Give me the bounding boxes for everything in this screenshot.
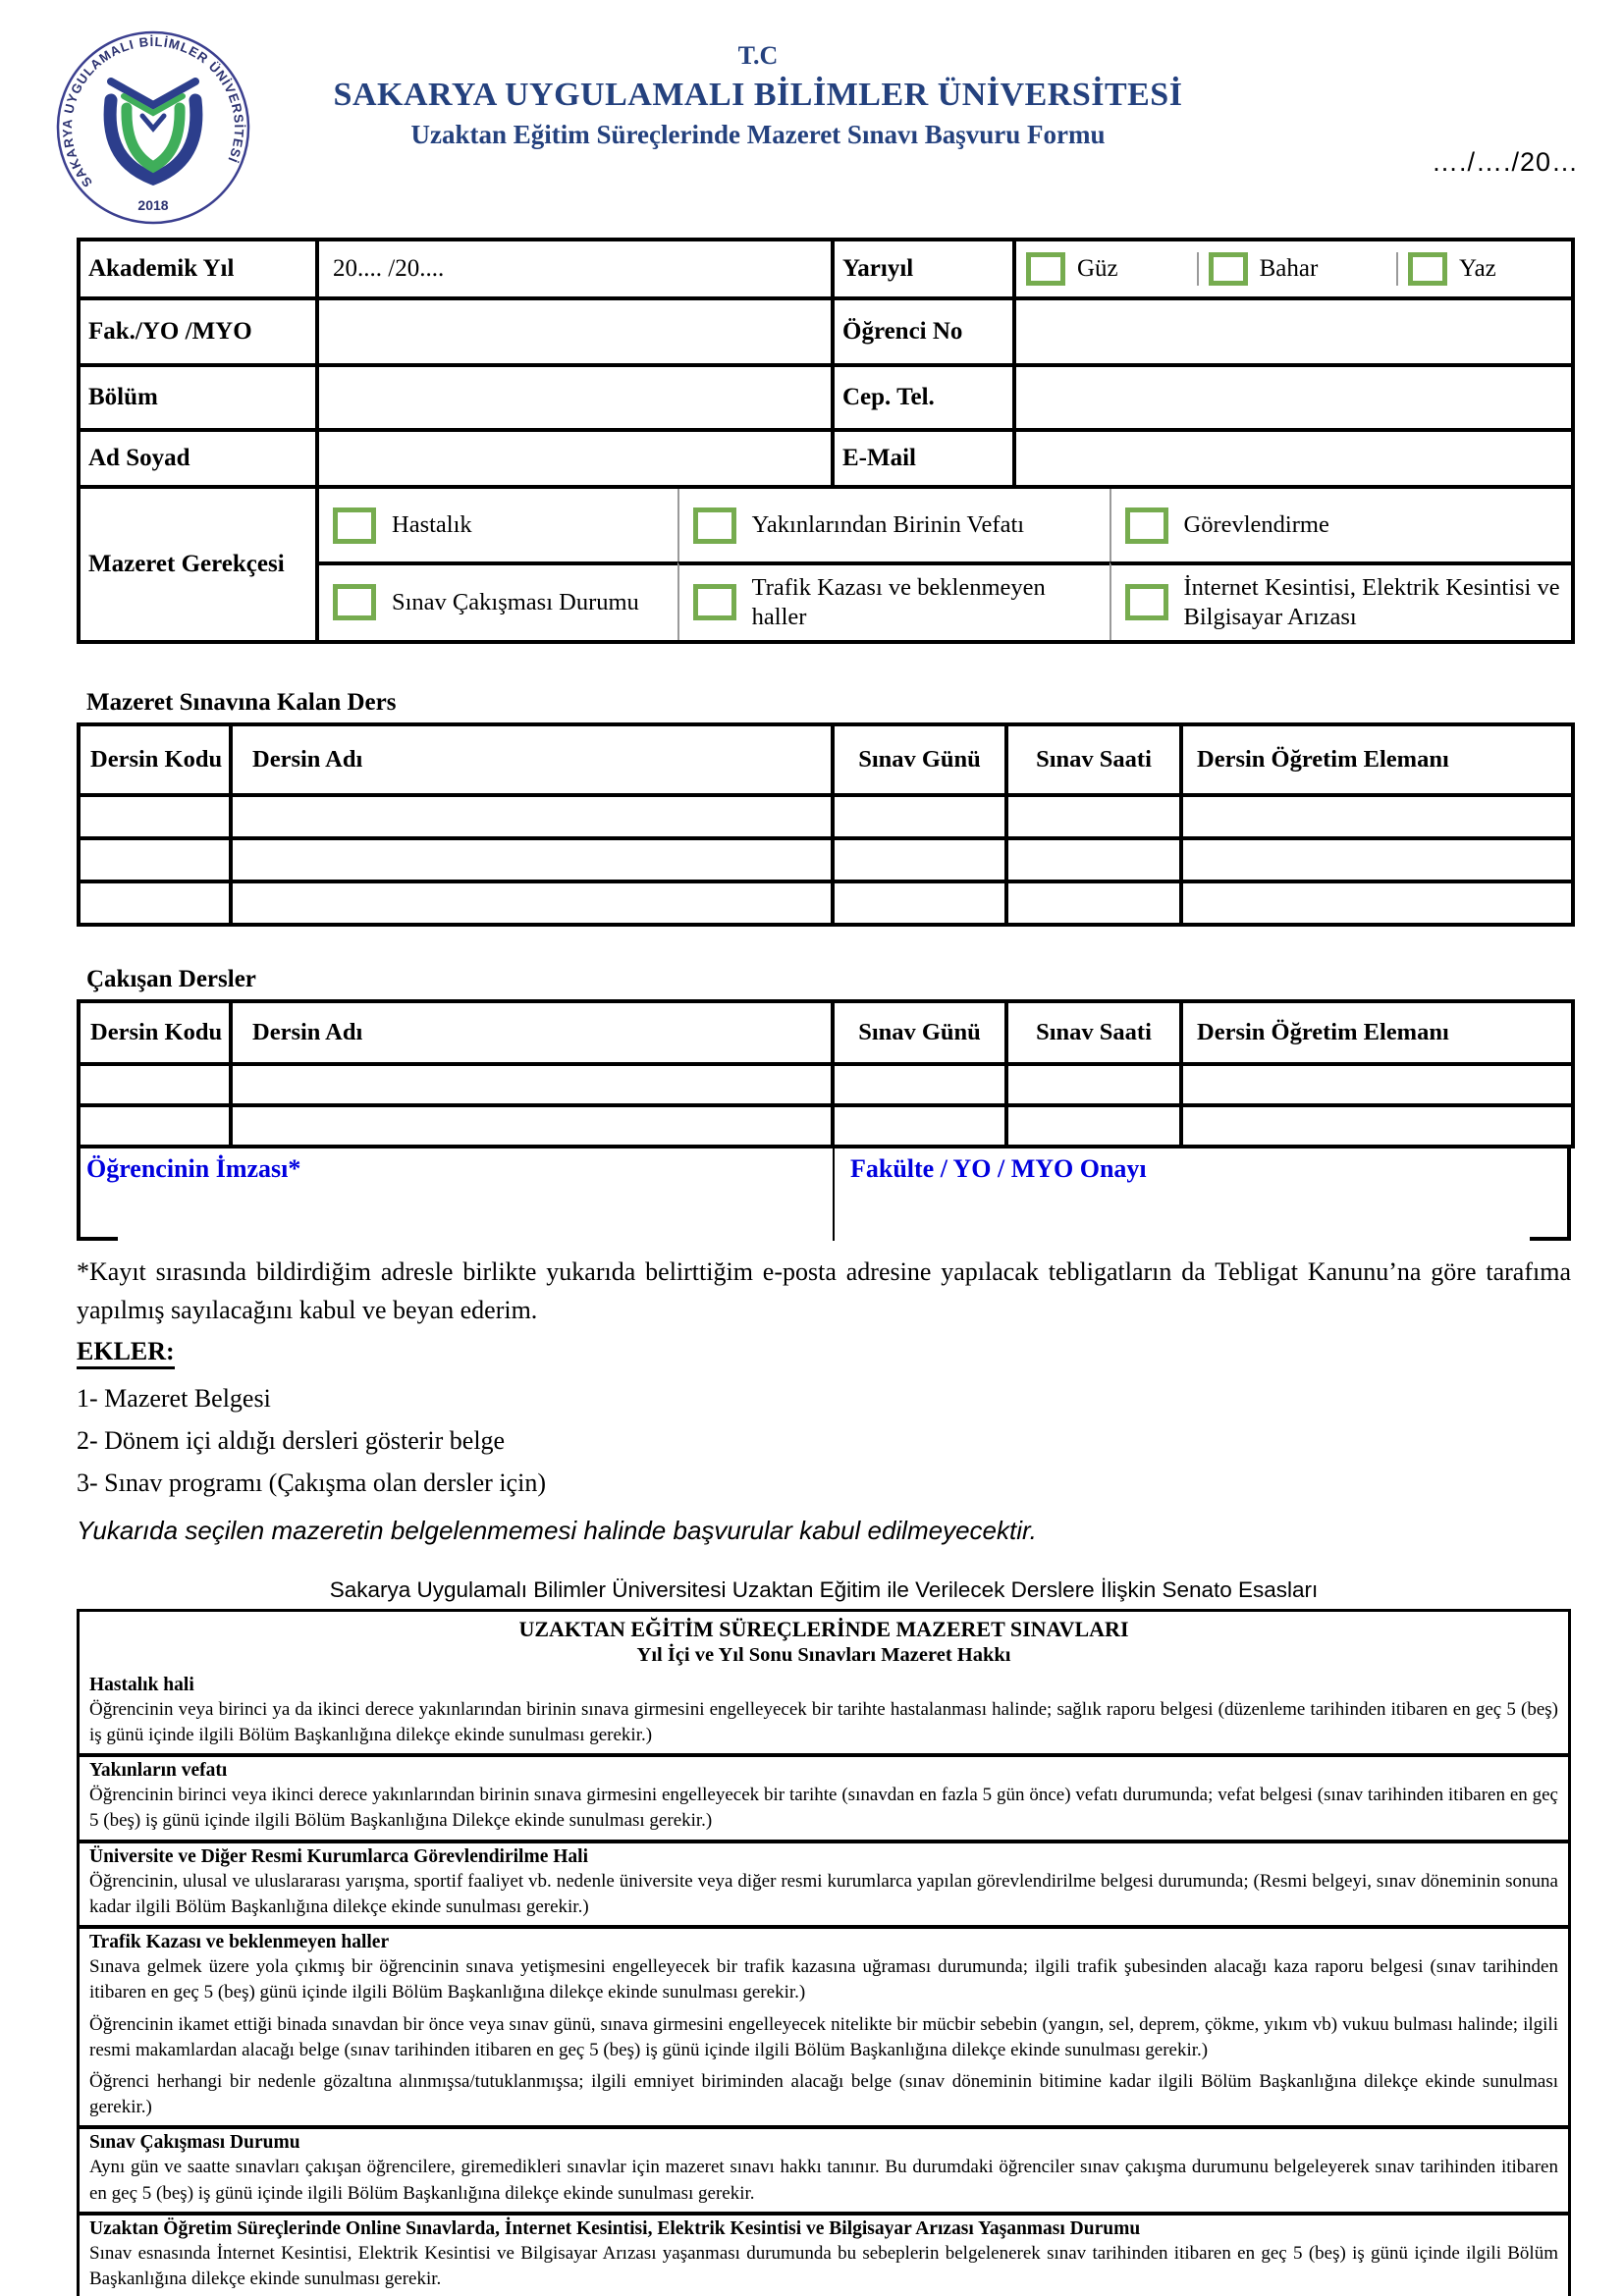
ad-soyad-label: Ad Soyad	[79, 430, 317, 487]
tc-heading: T.C	[737, 41, 779, 70]
col-sinav-gunu: Sınav Günü	[833, 724, 1006, 795]
signature-section	[77, 1148, 1571, 1241]
approval-label: Fakülte / YO / MYO Onayı	[850, 1153, 1147, 1183]
excuse-option-hastalik	[319, 489, 677, 561]
empty-cell[interactable]	[79, 881, 231, 925]
empty-cell[interactable]	[1006, 881, 1181, 925]
table-header-row	[79, 724, 1573, 795]
header	[0, 0, 1624, 238]
empty-cell[interactable]	[1181, 1064, 1573, 1105]
excuse-option-trafik	[677, 561, 1110, 640]
checkbox-kesinti[interactable]	[1125, 584, 1168, 620]
mazeret-gerekcesi-label: Mazeret Gerekçesi	[79, 487, 317, 642]
guz-label: Güz	[1077, 255, 1118, 282]
akademik-yil-field[interactable]: 20.... /20....	[317, 240, 833, 298]
rule-section-vefat	[80, 1753, 1568, 1839]
checkbox-gorevlendirme[interactable]	[1125, 507, 1168, 544]
yariyil-label: Yarıyıl	[833, 240, 1014, 298]
rule-paragraph: Aynı gün ve saatte sınavları çakışan öğrencilere, giremedikleri sınavlar için mazeret sınavı hakkı tanınır. Bu durumdaki öğrenciler sınav çakışma durumunu belgeleyerek sınav tarihinden itibaren en geç 5 (beş) iş günü içinde ilgili Bölüm Başkanlığına dilekçe ekinde sunulması gerekir.	[89, 2157, 1558, 2204]
empty-cell[interactable]	[79, 1105, 231, 1147]
senate-caption: Sakarya Uygulamalı Bilimler Üniversitesi Uzaktan Eğitim ile Verilecek Derslere İlişkin Senato Esasları	[329, 1576, 1319, 1602]
rule-heading: Hastalık hali	[89, 1674, 194, 1695]
warning-note: Yukarıda seçilen mazeretin belgelenmemesi halinde başvurular kabul edilmeyecektir.	[77, 1515, 1037, 1545]
university-logo	[55, 29, 251, 226]
bolum-label: Bölüm	[79, 365, 317, 430]
col-sinav-saati: Sınav Saati	[1006, 724, 1181, 795]
ogrenci-no-label: Öğrenci No	[833, 298, 1014, 365]
empty-cell[interactable]	[1181, 795, 1573, 838]
rule-paragraph: Sınav esnasında İnternet Kesintisi, Elektrik Kesintisi ve Bilgisayar Arızası yaşanması durumunda bu sebeplerin belgelenerek sınav tarihinden itibaren en geç 5 (beş) iş günü içinde ilgili Bölüm Başkanlığına dilekçe ekinde sunulması gerekir.	[89, 2242, 1558, 2290]
cep-tel-label: Cep. Tel.	[833, 365, 1014, 430]
table-row	[79, 1105, 1573, 1147]
sinav-cakismasi-label: Sınav Çakışması Durumu	[392, 588, 639, 615]
col-sinav-gunu: Sınav Günü	[833, 1001, 1006, 1064]
empty-cell[interactable]	[231, 795, 833, 838]
fakulte-field[interactable]	[317, 298, 833, 365]
excuse-options	[319, 489, 1571, 640]
rule-paragraph: Öğrencinin veya birinci ya da ikinci derece yakınlarından birinin sınava girmesini engelleyecek bir tarihte hastalanması halinde; sağlık raporu belgesi (düzenleme tarihinden itibaren en geç 5 (beş) iş günü içinde ilgili Bölüm Başkanlığına dilekçe ekinde sunulması gerekir.)	[89, 1698, 1558, 1745]
col-dersin-adi: Dersin Adı	[231, 1001, 833, 1064]
attachment-item: 3- Sınav programı (Çakışma olan dersler için)	[77, 1468, 546, 1497]
conflict-table-title: Çakışan Dersler	[86, 965, 256, 992]
student-signature-area[interactable]	[81, 1148, 835, 1241]
email-label: E-Mail	[833, 430, 1014, 487]
rule-paragraph: Öğrenci herhangi bir nedenle gözaltına alınmışsa/tutuklanmışsa; ilgili emniyet biriminden alacağı belge (sınav döneminin bitimine kadar ilgili Bölüm Başkanlığına dilekçe ekinde sunulması gerekir.)	[89, 2070, 1558, 2118]
form-title: Uzaktan Eğitim Süreçlerinde Mazeret Sınavı Başvuru Formu	[410, 120, 1106, 149]
table-row	[79, 1064, 1573, 1105]
table-row	[79, 838, 1573, 881]
col-sinav-saati: Sınav Saati	[1006, 1001, 1181, 1064]
trafik-label: Trafik Kazası ve beklenmeyen haller	[751, 574, 1046, 630]
conflict-courses-table	[77, 999, 1575, 1148]
logo-ring-text: SAKARYA UYGULAMALI BİLİMLER ÜNİVERSİTESİ	[59, 33, 247, 190]
attachment-item: 2- Dönem içi aldığı dersleri gösterir belge	[77, 1425, 506, 1455]
col-dersin-kodu: Dersin Kodu	[79, 1001, 231, 1064]
empty-cell[interactable]	[231, 1105, 833, 1147]
table-row	[79, 365, 1573, 430]
empty-cell[interactable]	[1181, 838, 1573, 881]
empty-cell[interactable]	[1181, 881, 1573, 925]
student-signature-label: Öğrencinin İmzası*	[86, 1153, 301, 1183]
makeup-table-title: Mazeret Sınavına Kalan Ders	[86, 688, 397, 716]
col-dersin-kodu: Dersin Kodu	[79, 724, 231, 795]
empty-cell[interactable]	[231, 838, 833, 881]
rule-section-cakisma	[80, 2125, 1568, 2211]
attachments-title: EKLER:	[77, 1337, 175, 1369]
rules-subtitle: Yıl İçi ve Yıl Sonu Sınavları Mazeret Hakkı	[636, 1643, 1011, 1666]
rule-section-trafik	[80, 1925, 1568, 2125]
excuse-option-kesinti	[1110, 561, 1571, 640]
form-content	[77, 238, 1571, 2296]
hastalik-label: Hastalık	[392, 511, 472, 539]
checkbox-yaz[interactable]	[1408, 252, 1447, 286]
rule-section-gorevlendirme	[80, 1840, 1568, 1925]
empty-cell[interactable]	[231, 1064, 833, 1105]
semester-option-guz	[1016, 252, 1197, 286]
empty-cell[interactable]	[833, 1105, 1006, 1147]
ad-soyad-field[interactable]	[317, 430, 833, 487]
kesinti-label: İnternet Kesintisi, Elektrik Kesintisi ve Bilgisayar Arızası	[1183, 574, 1560, 630]
checkbox-guz[interactable]	[1026, 252, 1065, 286]
student-info-table	[77, 238, 1575, 644]
rules-title: UZAKTAN EĞİTİM SÜREÇLERİNDE MAZERET SINAVLARI	[518, 1616, 1129, 1641]
email-field[interactable]	[1014, 430, 1573, 487]
cep-tel-field[interactable]	[1014, 365, 1573, 430]
rule-section-hastalik	[80, 1672, 1568, 1753]
vefat-label: Yakınlarından Birinin Vefatı	[751, 511, 1025, 539]
logo-year: 2018	[137, 197, 169, 213]
empty-cell[interactable]	[1006, 795, 1181, 838]
rule-heading: Üniversite ve Diğer Resmi Kurumlarca Görevlendirilme Hali	[89, 1845, 588, 1867]
rule-paragraph: Öğrencinin, ulusal ve uluslararası yarışma, sportif faaliyet vb. nedenle üniversite veya diğer resmi kurumlarca yapılan görevlendirilme belgesi durumunda; (Resmi belgeyi, sınav döneminin sonuna kadar ilgili Bölüm Başkanlığına dilekçe ekinde sunulması gerekir.)	[89, 1870, 1558, 1917]
empty-cell[interactable]	[833, 881, 1006, 925]
makeup-courses-table	[77, 722, 1575, 927]
rule-section-kesinti	[80, 2212, 1568, 2296]
date-field[interactable]: …./…./20…	[1431, 147, 1579, 177]
empty-cell[interactable]	[1181, 1105, 1573, 1147]
col-ogretim-elemani: Dersin Öğretim Elemanı	[1181, 1001, 1573, 1064]
table-row	[79, 240, 1573, 298]
declaration-text: *Kayıt sırasında bildirdiğim adresle birlikte yukarıda belirttiğim e-posta adresine yapılacak tebligatların da Tebligat Kanunu’na göre tarafıma yapılmış sayılacağını kabul ve beyan ederim.	[77, 1256, 1571, 1324]
checkbox-vefat[interactable]	[693, 507, 736, 544]
empty-cell[interactable]	[1006, 1064, 1181, 1105]
checkbox-hastalik[interactable]	[333, 507, 376, 544]
rule-heading: Trafik Kazası ve beklenmeyen haller	[89, 1932, 390, 1953]
empty-cell[interactable]	[79, 1064, 231, 1105]
table-row	[79, 795, 1573, 838]
fakulte-label: Fak./YO /MYO	[79, 298, 317, 365]
yaz-label: Yaz	[1459, 255, 1496, 282]
col-dersin-adi: Dersin Adı	[231, 724, 833, 795]
empty-cell[interactable]	[833, 795, 1006, 838]
checkbox-bahar[interactable]	[1209, 252, 1248, 286]
rule-paragraph: Öğrencinin ikamet ettiği binada sınavdan bir önce veya sınav günü, sınava girmesini engelleyecek nitelikte bir mücbir sebebin (yangın, sel, deprem, çökme, yıkım vb) vukuu bulması halinde; ilgili resmi makamlardan alacağı belge (sınav tarihinden itibaren en geç 5 (beş) iş günü içinde ilgili Bölüm Başkanlığına dilekçe ekinde sunulması gerekir.)	[89, 2013, 1558, 2060]
excuse-option-gorevlendirme	[1110, 489, 1571, 561]
table-row	[79, 881, 1573, 925]
gorevlendirme-label: Görevlendirme	[1183, 511, 1329, 539]
empty-cell[interactable]	[833, 1064, 1006, 1105]
rule-heading: Uzaktan Öğretim Süreçlerinde Online Sınavlarda, İnternet Kesintisi, Elektrik Kesintisi ve Bilgisayar Arızası Yaşanması Durumu	[89, 2217, 1141, 2239]
senate-rules-box	[77, 1609, 1571, 2296]
empty-cell[interactable]	[231, 881, 833, 925]
excuse-option-sinav-cakismasi	[319, 561, 677, 640]
semester-option-bahar	[1197, 252, 1396, 286]
empty-cell[interactable]	[1006, 838, 1181, 881]
university-name: SAKARYA UYGULAMALI BİLİMLER ÜNİVERSİTESİ	[333, 77, 1183, 113]
bahar-label: Bahar	[1259, 255, 1319, 282]
empty-cell[interactable]	[1006, 1105, 1181, 1147]
rule-heading: Sınav Çakışması Durumu	[89, 2132, 300, 2154]
rule-paragraph: Öğrencinin birinci veya ikinci derece yakınlarından birinin sınava girmesini engelleyecek bir tarihte (sınavdan en fazla 5 gün önce) vefatı durumunda; vefat belgesi (sınav tarihinden itibaren en geç 5 (beş) iş günü içinde ilgili Bölüm Başkanlığına Dilekçe ekinde sunulması gerekir.)	[89, 1785, 1558, 1832]
checkbox-sinav-cakismasi[interactable]	[333, 584, 376, 620]
empty-cell[interactable]	[833, 838, 1006, 881]
checkbox-trafik[interactable]	[693, 584, 736, 620]
attachment-item: 1- Mazeret Belgesi	[77, 1383, 271, 1413]
rule-heading: Yakınların vefatı	[89, 1760, 228, 1782]
approval-area[interactable]	[835, 1148, 1567, 1241]
bolum-field[interactable]	[317, 365, 833, 430]
table-row	[79, 298, 1573, 365]
excuse-row	[79, 487, 1573, 642]
table-header-row	[79, 1001, 1573, 1064]
semester-option-yaz	[1396, 252, 1571, 286]
empty-cell[interactable]	[79, 795, 231, 838]
ogrenci-no-field[interactable]	[1014, 298, 1573, 365]
rule-paragraph: Sınava gelmek üzere yola çıkmış bir öğrencinin sınava yetişmesini engelleyecek bir trafik kazasına uğraması durumunda; ilgili trafik şubesinden alacağı kaza raporu belgesi (sınav tarihinden itibaren en geç 5 (beş) günü içinde ilgili Bölüm Başkanlığına dilekçe ekinde sunulması gerekir.)	[89, 1956, 1558, 2003]
table-row	[79, 430, 1573, 487]
excuse-option-vefat	[677, 489, 1110, 561]
empty-cell[interactable]	[79, 838, 231, 881]
semester-options	[1016, 252, 1571, 286]
akademik-yil-label: Akademik Yıl	[79, 240, 317, 298]
col-ogretim-elemani: Dersin Öğretim Elemanı	[1181, 724, 1573, 795]
